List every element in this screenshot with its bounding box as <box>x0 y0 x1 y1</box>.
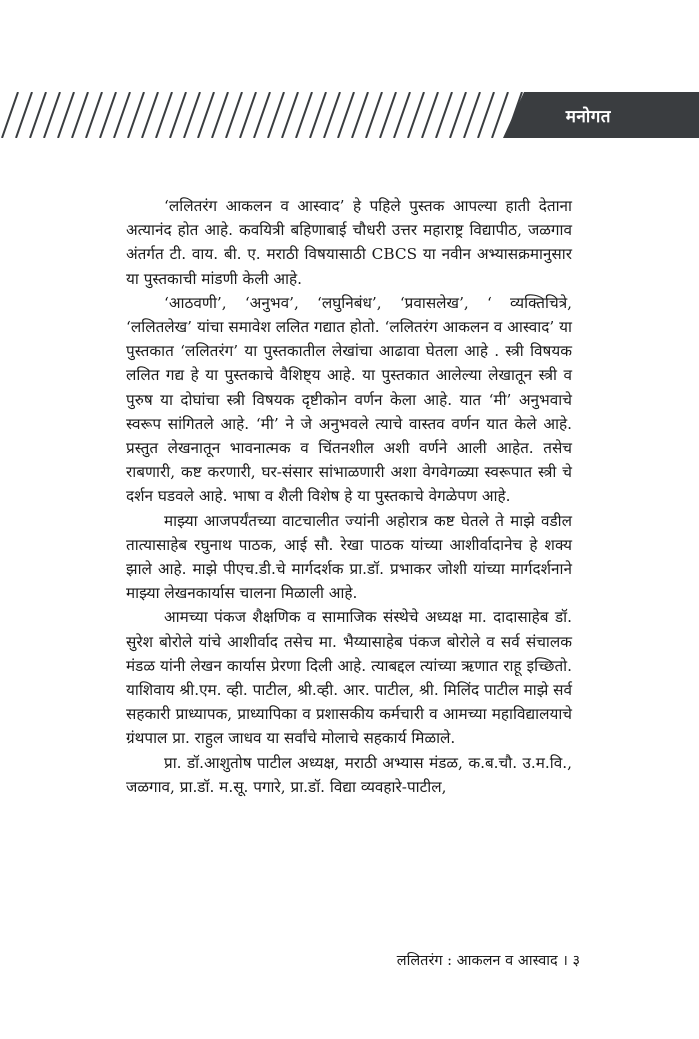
hatch-stripe <box>282 92 298 138</box>
hatch-stripe <box>226 92 242 138</box>
hatch-stripe <box>142 92 158 138</box>
hatch-stripe <box>450 92 466 138</box>
hatch-stripe <box>100 92 116 138</box>
hatch-stripe <box>408 92 424 138</box>
paragraph: ‘ललितरंग आकलन व आस्वाद’ हे पहिले पुस्तक आपल्या हाती देताना अत्यानंद होत आहे. कवयित्री बहिणाबाई चौधरी उत्तर महाराष्ट्र विद्यापीठ, जळगाव अंतर्गत टी. वाय. बी. ए. मराठी विषयासाठी CBCS या नवीन अभ्यासक्रमानुसार या पुस्तकाची मांडणी केली आहे. <box>126 197 572 288</box>
hatch-stripe <box>380 92 396 138</box>
hatch-stripe <box>170 92 186 138</box>
hatch-stripe <box>128 92 144 138</box>
hatch-stripe <box>30 92 46 138</box>
hatch-stripe <box>44 92 60 138</box>
paragraph: आमच्या पंकज शैक्षणिक व सामाजिक संस्थेचे अध्यक्ष मा. दादासाहेब डॉ. सुरेश बोरोले यांचे आशीर्वाद तसेच मा. भैय्यासाहेब पंकज बोरोले व सर्व संचालक मंडळ यांनी लेखन कार्यास प्रेरणा दिली आहे. त्याबद्दल त्यांच्या ऋणात राहू इच्छितो. याशिवाय श्री.एम. व्ही. पाटील, श्री.व्ही. आर. पाटील, श्री. मिलिंद पाटील माझे सर्व सहकारी प्राध्यापक, प्राध्यापिका व प्रशासकीय कर्मचारी व आमच्या महाविद्यालयाचे ग्रंथपाल प्रा. राहुल जाधव या सर्वांचे मोलाचे सहकार्य मिळाले. <box>126 608 572 748</box>
hatch-stripe <box>310 92 326 138</box>
paragraph: माझ्या आजपर्यंतच्या वाटचालीत ज्यांनी अहोरात्र कष्ट घेतले ते माझे वडील तात्यासाहेब रघुनाथ पाठक, आई सौ. रेखा पाठक यांच्या आशीर्वादानेच हे शक्य झाले आहे. माझे पीएच.डी.चे मार्गदर्शक प्रा.डॉ. प्रभाकर जोशी यांच्या मार्गदर्शनाने माझ्या लेखनकार्यास चालना मिळाली आहे. <box>126 511 572 603</box>
hatch-stripe <box>58 92 74 138</box>
hatch-stripe <box>72 92 88 138</box>
hatch-stripe <box>86 92 102 138</box>
hatch-stripe <box>2 92 18 138</box>
hatch-stripe <box>254 92 270 138</box>
hatch-stripe <box>492 92 508 138</box>
hatch-stripe <box>156 92 172 138</box>
hatch-stripe <box>212 92 228 138</box>
hatch-stripe <box>114 92 130 138</box>
hatch-stripe <box>366 92 382 138</box>
hatch-stripe <box>240 92 256 138</box>
diagonal-stripes <box>2 92 536 138</box>
hatch-stripe <box>394 92 410 138</box>
hatch-stripe <box>296 92 312 138</box>
hatch-stripe <box>338 92 354 138</box>
hatch-stripe <box>422 92 438 138</box>
hatch-stripe <box>478 92 494 138</box>
hatch-stripe <box>352 92 368 138</box>
paragraph: ‘आठवणी’, ‘अनुभव’, ‘लघुनिबंध’, ‘प्रवासलेख’, ‘ व्यक्तिचित्रे, ‘ललितलेख’ यांचा समावेश ललित गद्यात होतो. ‘ललितरंग आकलन व आस्वाद’ या पुस्तकात ‘ललितरंग’ या पुस्तकातील लेखांचा आढावा घेतला आहे . स्त्री विषयक ललित गद्य हे या पुस्तकाचे वैशिष्ट्य आहे. या पुस्तकात आलेल्या लेखातून स्त्री व पुरुष या दोघांचा स्त्री विषयक दृष्टीकोन वर्णन केला आहे. यात ‘मी’ अनुभवाचे स्वरूप सांगितले आहे. ‘मी’ ने जे अनुभवले त्याचे वास्तव वर्णन यात केले आहे. प्रस्तुत लेखनातून भावनात्मक व चिंतनशील अशी वर्णने आली आहेत. तसेच राबणारी, कष्ट करणारी, घर-संसार सांभाळणारी अशा वेगवेगळ्या स्वरूपात स्त्री चे दर्शन घडवले आहे. भाषा व शैली विशेष हे या पुस्तकाचे वेगळेपण आहे. <box>126 293 572 506</box>
running-footer: ललितरंग : आकलन व आस्वाद । ३ <box>396 953 580 969</box>
hatch-stripe <box>268 92 284 138</box>
hatch-stripe <box>198 92 214 138</box>
body-text <box>126 194 572 799</box>
hatch-stripe <box>324 92 340 138</box>
hatch-stripe <box>184 92 200 138</box>
hatch-stripe <box>464 92 480 138</box>
hatch-stripe <box>436 92 452 138</box>
paragraph: प्रा. डॉ.आशुतोष पाटील अध्यक्ष, मराठी अभ्यास मंडळ, क.ब.चौ. उ.म.वि., जळगाव, प्रा.डॉ. म.सू. पगारे, प्रा.डॉ. विद्या व्यवहारे-पाटील, <box>126 753 572 796</box>
page-title: मनोगत <box>565 107 611 127</box>
hatch-stripe <box>16 92 32 138</box>
